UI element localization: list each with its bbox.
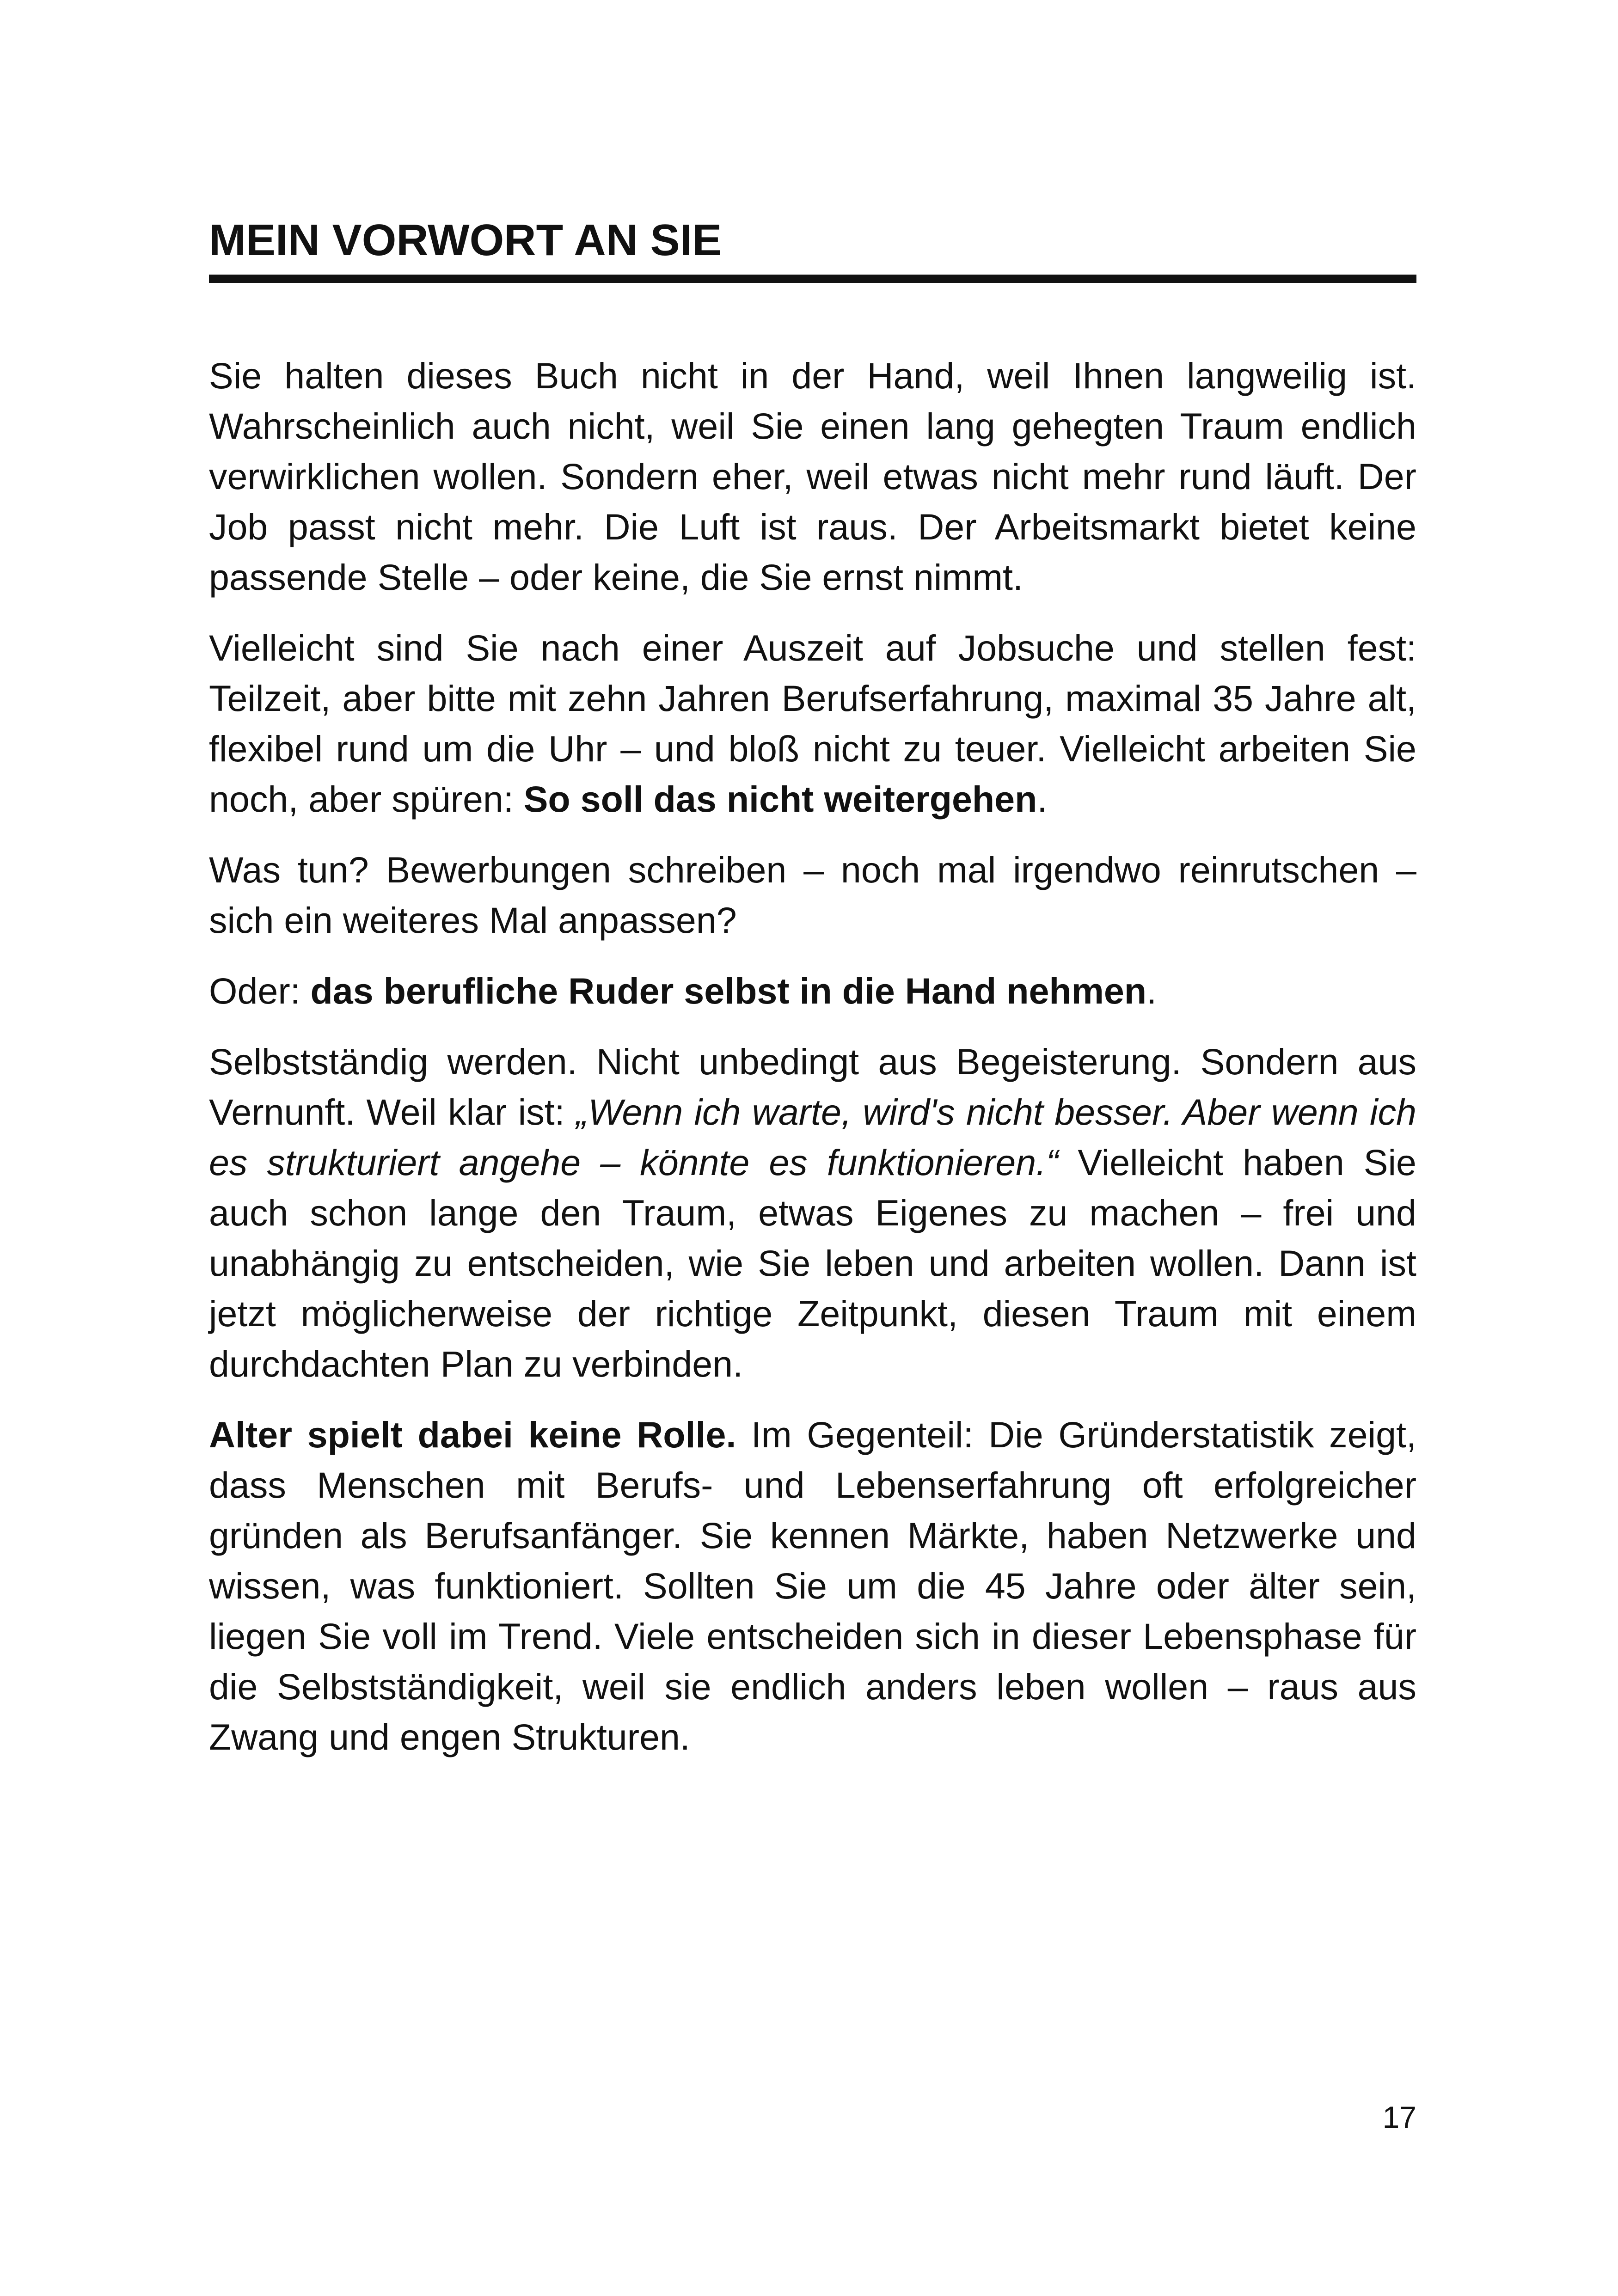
paragraph-4-end: . (1146, 970, 1157, 1011)
paragraph-6-text: Im Gegenteil: Die Gründerstatistik zeigt, dass Menschen mit Berufs- und Lebenserfahrung oft erfolgreicher gründen als Berufsanfänger. Sie kennen Märkte, haben Netzwerke und wissen, was funktioniert. Sollten Sie um die 45 Jahre oder älter sein, liegen Sie voll im Trend. Viele entscheiden sich in dieser Lebensphase für die Selbstständigkeit, weil sie endlich anders leben wollen – raus aus Zwang und engen Strukturen. (209, 1414, 1416, 1757)
paragraph-2-emphasis: So soll das nicht weitergehen (523, 778, 1037, 820)
chapter-body (209, 350, 1416, 1782)
paragraph-4-text: Oder: (209, 970, 311, 1011)
heading-underline-rule (209, 275, 1416, 283)
paragraph-6 (209, 1409, 1416, 1762)
paragraph-4 (209, 966, 1416, 1016)
paragraph-2 (209, 623, 1416, 824)
paragraph-5-text: Selbstständig werden. Nicht unbedingt aus Begeisterung. Sondern aus Vernunft. Weil klar ist: (209, 1041, 1416, 1133)
paragraph-5-continuation: Vielleicht haben Sie auch schon lange den Traum, etwas Eigenes zu machen – frei und unabhängig zu entscheiden, wie Sie leben und arbeiten wollen. Dann ist jetzt möglicherweise der richtige Zeitpunkt, diesen Traum mit einem durchdachten Plan zu verbinden. (209, 1142, 1416, 1384)
paragraph-5 (209, 1036, 1416, 1389)
paragraph-2-text: Vielleicht sind Sie nach einer Auszeit auf Jobsuche und stellen fest: Teilzeit, aber bitte mit zehn Jahren Berufserfahrung, maximal 35 Jahre alt, flexibel rund um die Uhr – und bloß nicht zu teuer. Vielleicht arbeiten Sie noch, aber spüren: (209, 627, 1416, 820)
paragraph-6-emphasis: Alter spielt dabei keine Rolle. (209, 1414, 736, 1455)
paragraph-4-emphasis: das berufliche Ruder selbst in die Hand nehmen (310, 970, 1147, 1011)
paragraph-5-quote: „Wenn ich warte, wird's nicht besser. Aber wenn ich es strukturiert angehe – könnte es funktionieren.“ (209, 1091, 1416, 1183)
paragraph-1 (209, 350, 1416, 602)
paragraph-3-text: Was tun? Bewerbungen schreiben – noch mal irgendwo reinrutschen – sich ein weiteres Mal anpassen? (209, 849, 1416, 941)
page-number: 17 (1382, 2100, 1416, 2134)
chapter-heading: MEIN VORWORT AN SIE (209, 215, 722, 265)
paragraph-3 (209, 845, 1416, 945)
paragraph-1-text: Sie halten dieses Buch nicht in der Hand, weil Ihnen langweilig ist. Wahrscheinlich auch nicht, weil Sie einen lang gehegten Traum endlich verwirklichen wollen. Sondern eher, weil etwas nicht mehr rund läuft. Der Job passt nicht mehr. Die Luft ist raus. Der Arbeitsmarkt bietet keine passende Stelle – oder keine, die Sie ernst nimmt. (209, 355, 1416, 598)
paragraph-2-end: . (1037, 778, 1048, 820)
